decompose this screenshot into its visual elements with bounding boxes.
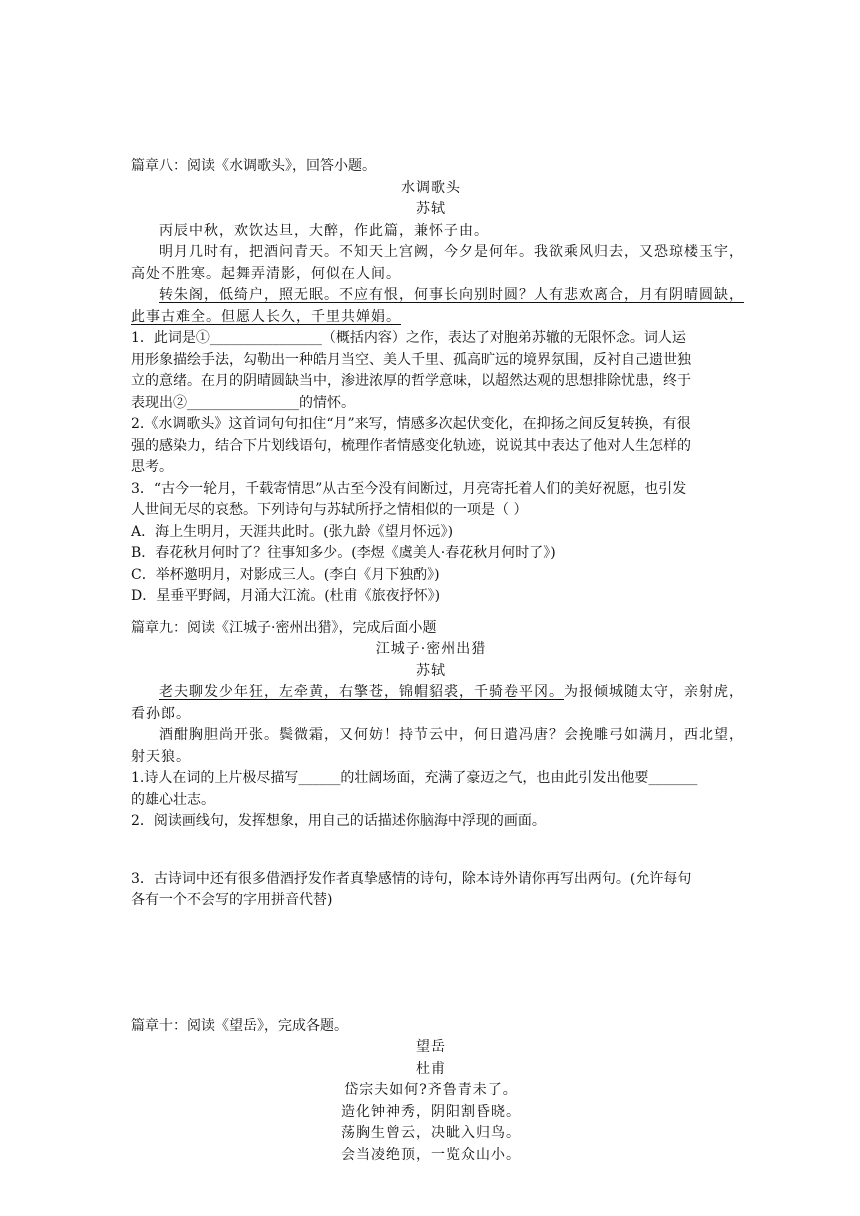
poem-author: 苏轼 [416, 662, 446, 679]
poem-paragraph-1-line-1: 明月几时有，把酒问青天。不知天上宫阙，今夕是何年。我欲乘风归去，又恐琼楼玉宇， [159, 244, 744, 260]
question-2: 2．阅读画线句，发挥想象，用自己的话描述你脑海中浮现的画面。 [131, 813, 546, 829]
underlined-line-1: 转朱阁，低绮户，照无眠。不应有恨，何事长向别时圆？人有悲欢离合，月有阴晴圆缺， [159, 287, 744, 303]
option-d: D．星垂平野阔，月涌大江流。(杜甫《旅夜抒怀》) [131, 588, 441, 604]
question-3-line-2: 各有一个不会写的字用拼音代替) [131, 892, 333, 908]
poem-line-3: 荡胸生曾云，决眦入归鸟。 [341, 1125, 521, 1141]
question-1-line-1: 1.诗人在词的上片极尽描写______的壮阔场面，充满了豪迈之气，也由此引发出他要_______ [131, 770, 698, 786]
document-content [131, 156, 744, 1166]
question-3-line-1: 3．“古今一轮月，千载寄情思”从古至今没有间断过，月亮寄托着人们的美好祝愿，也引发 [131, 480, 687, 497]
underlined-phrase: 老夫聊发少年狂，左牵黄，右擎苍，锦帽貂裘，千骑卷平冈。 [159, 684, 564, 700]
poem-author: 苏轼 [416, 201, 446, 217]
poem-paragraph-1-line-2: 高处不胜寒。起舞弄清影，何似在人间。 [131, 265, 401, 282]
question-1-line-4: 表现出②________________的情怀。 [131, 394, 355, 411]
option-b: B．春花秋月何时了？往事知多少。(李煜《虞美人·春花秋月何时了》) [131, 545, 556, 561]
question-3-line-1: 3．古诗词中还有很多借酒抒发作者真挚感情的诗句，除本诗外请你再写出两句。(允许每句 [131, 870, 692, 887]
poem-line-1: 岱宗夫如何?齐鲁青未了。 [344, 1082, 518, 1098]
poem-title: 水调歌头 [401, 179, 461, 196]
poem-paragraph-1-line-1 [131, 682, 744, 704]
underlined-lines [131, 285, 744, 307]
question-3-line-2: 人世间无尽的哀愁。下列诗句与苏轼所抒之情相似的一项是（ ） [131, 502, 528, 518]
question-1-line-3: 立的意绪。在月的阴晴圆缺当中，渗进浓厚的哲学意味，以超然达观的思想排除忧患，终于 [131, 373, 691, 389]
poem-paragraph-2-line-1: 酒酣胸胆尚开张。鬓微霜，又何妨！持节云中，何日遣冯唐？会挽雕弓如满月，西北望， [159, 727, 744, 743]
section-9-heading: 篇章九：阅读《江城子·密州出猎》，完成后面小题 [131, 619, 437, 636]
option-a: A．海上生明月，天涯共此时。(张九龄《望月怀远》) [131, 523, 454, 540]
poem-title: 望岳 [416, 1039, 446, 1055]
question-2-line-2: 强的感染力，结合下片划线语句，梳理作者情感变化轨迹，说说其中表达了他对人生怎样的 [131, 437, 691, 454]
section-8-heading: 篇章八：阅读《水调歌头》，回答小题。 [131, 158, 376, 174]
question-2-line-1: 2.《水调歌头》这首词句句扣住“月”来写，情感多次起伏变化，在抑扬之间反复转换，有很 [131, 416, 691, 432]
question-1-line-2: 用形象描绘手法，勾勒出一种皓月当空、美人千里、孤高旷远的境界氛围，反衬自己遗世独 [131, 351, 691, 368]
question-2-line-3: 思考。 [131, 459, 173, 475]
poem-line-4: 会当凌绝顶，一览众山小。 [341, 1146, 521, 1163]
poem-preface: 丙辰中秋，欢饮达旦，大醉，作此篇，兼怀子由。 [159, 222, 489, 239]
poem-paragraph-1-line-2: 看孙郎。 [131, 705, 191, 722]
underlined-line-2: 此事古难全。但愿人长久，千里共婵娟。 [131, 308, 401, 325]
question-1-line-1: 1．此词是①________________（概括内容）之作，表达了对胞弟苏辙的无限怀念。词人运 [131, 330, 686, 346]
poem-author: 杜甫 [416, 1060, 446, 1077]
poem-title: 江城子·密州出猎 [375, 641, 487, 657]
option-c: C．举杯邀明月，对影成三人。(李白《月下独酌》) [131, 566, 440, 583]
poem-paragraph-2-line-2: 射天狼。 [131, 748, 191, 765]
question-1-line-2: 的雄心壮志。 [131, 791, 215, 808]
poem-line-2: 造化钟神秀，阴阳割昏晓。 [341, 1103, 521, 1120]
section-10-heading: 篇章十：阅读《望岳》，完成各题。 [131, 1017, 348, 1034]
paragraph-continuation: 为报倾城随太守，亲射虎， [564, 684, 744, 700]
